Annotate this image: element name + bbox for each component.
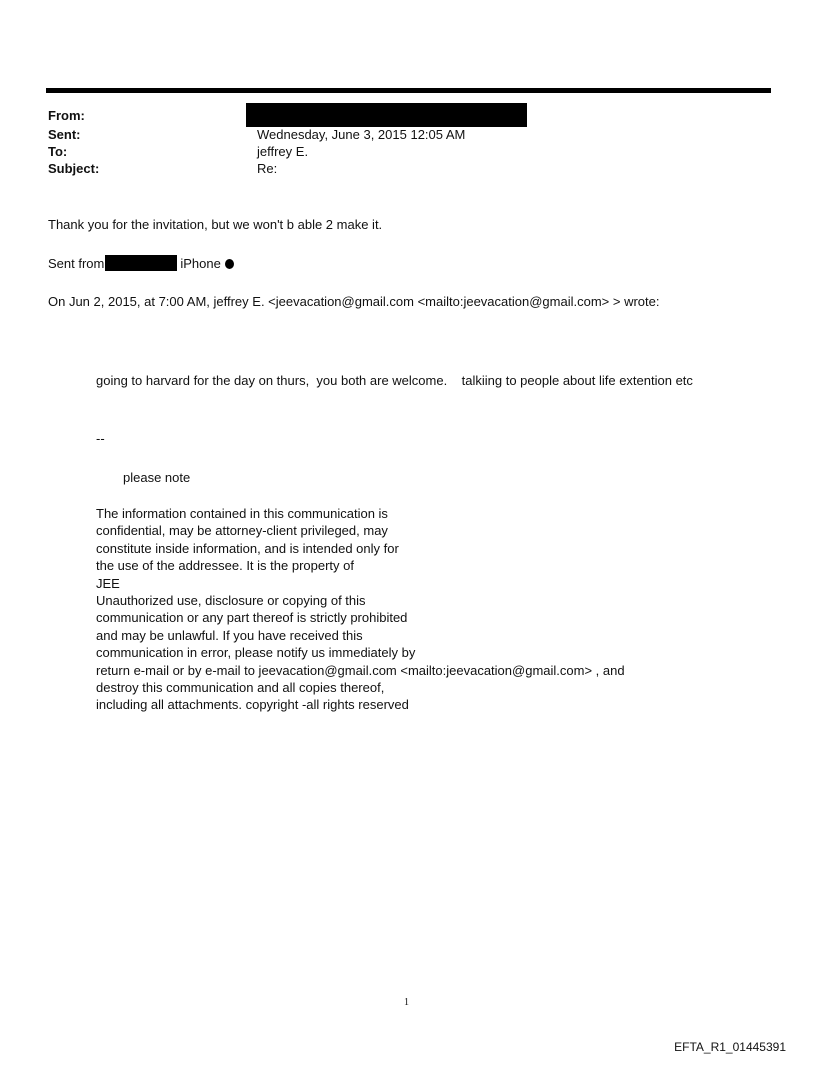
sent-value: Wednesday, June 3, 2015 12:05 AM [257, 127, 466, 142]
please-note: please note [123, 470, 191, 485]
to-value: jeffrey E. [257, 144, 309, 159]
pin-icon [225, 259, 234, 269]
disclaimer-line: communication in error, please notify us immediately by [96, 645, 416, 661]
sent-label: Sent: [48, 127, 81, 142]
disclaimer-line: destroy this communication and all copies thereof, [96, 680, 385, 696]
disclaimer-line: the use of the addressee. It is the property of [96, 558, 354, 574]
disclaimer-line: JEE [96, 575, 120, 591]
quoted-text: going to harvard for the day on thurs, you both are welcome. talkiing to people about life extention etc [96, 373, 693, 388]
disclaimer-line: constitute inside information, and is intended only for [96, 540, 399, 556]
disclaimer [96, 505, 625, 714]
disclaimer-line: and may be unlawful. If you have received this [96, 627, 363, 643]
disclaimer-line: including all attachments. copyright -all rights reserved [96, 697, 409, 713]
disclaimer-line: The information contained in this communication is [96, 506, 388, 521]
quote-intro: On Jun 2, 2015, at 7:00 AM, jeffrey E. <jeevacation@gmail.com <mailto:jeevacation@gmail.com> > wrote: [48, 294, 660, 309]
disclaimer-line: confidential, may be attorney-client privileged, may [96, 523, 388, 539]
subject-label: Subject: [48, 161, 100, 176]
disclaimer-line: return e-mail or by e-mail to jeevacation@gmail.com <mailto:jeevacation@gmail.com> , and [96, 662, 625, 678]
disclaimer-line: Unauthorized use, disclosure or copying of this [96, 593, 366, 609]
subject-value: Re: [257, 161, 278, 176]
sig-prefix: Sent from [48, 256, 105, 271]
header-rule [46, 88, 771, 93]
redaction-from [246, 103, 527, 127]
sig-suffix: iPhone [180, 256, 221, 271]
redaction-sig [105, 255, 177, 271]
to-label: To: [48, 144, 68, 159]
document-id: EFTA_R1_01445391 [674, 1040, 786, 1054]
reply-text: Thank you for the invitation, but we won't b able 2 make it. [48, 217, 383, 232]
disclaimer-line: communication or any part thereof is strictly prohibited [96, 610, 408, 626]
signature [48, 255, 234, 271]
signature-dashes: -- [96, 431, 105, 446]
from-label: From: [48, 108, 85, 123]
page-number: 1 [404, 997, 409, 1008]
